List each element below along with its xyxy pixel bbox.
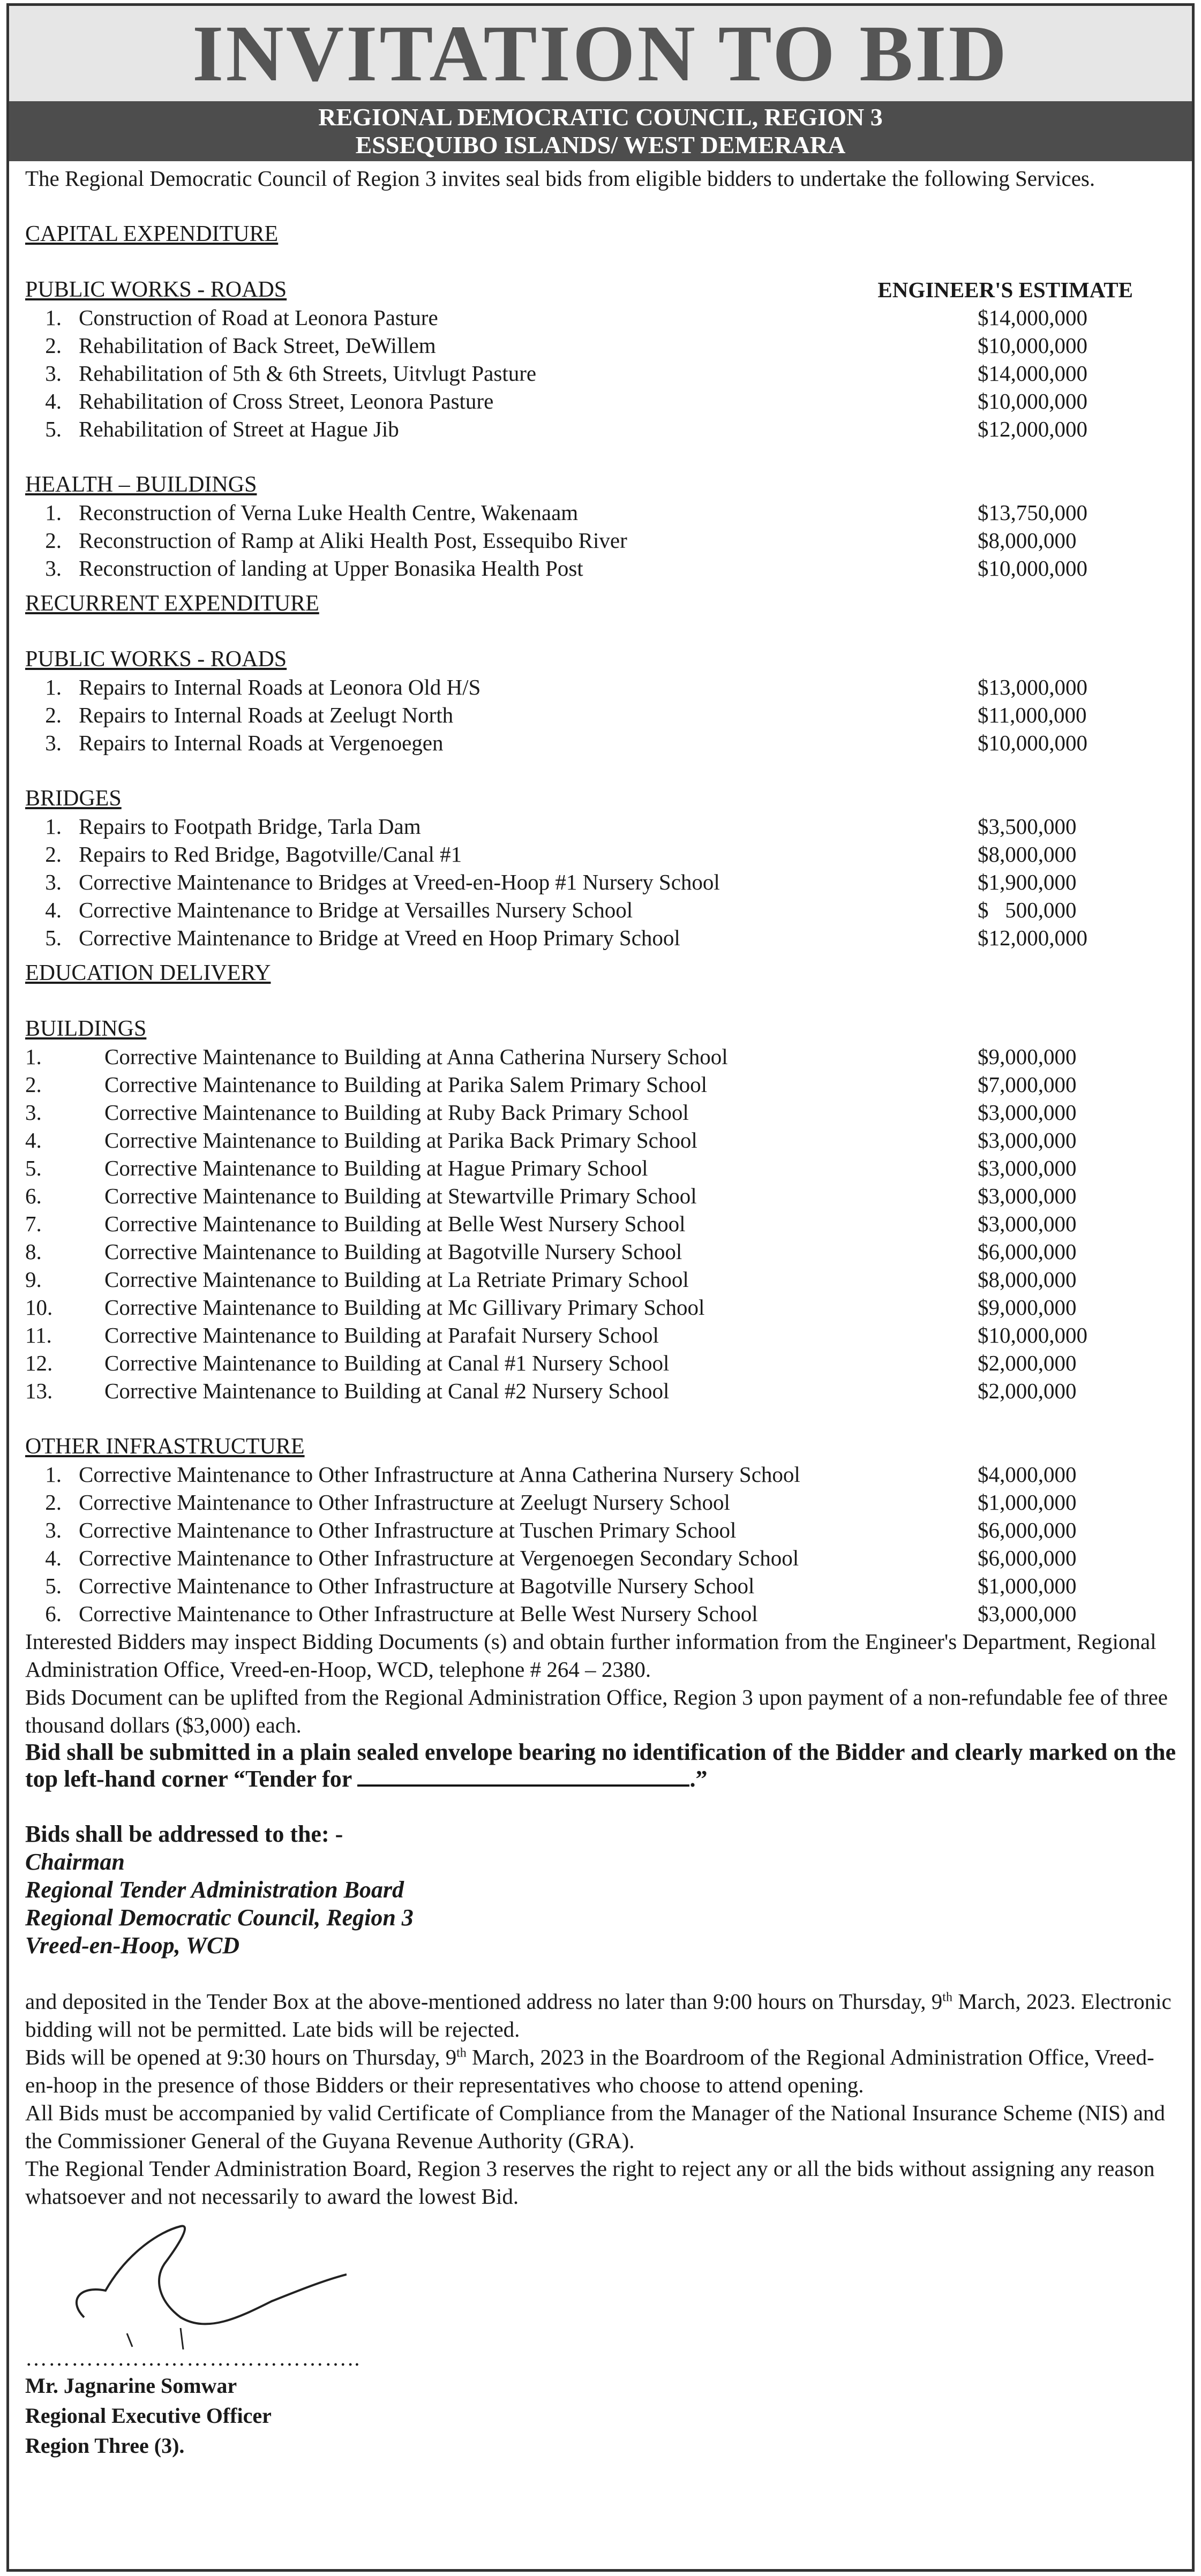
item-number: 1. [45,1462,62,1487]
recurrent-roads-heading: PUBLIC WORKS - ROADS [25,647,287,672]
item-description: Corrective Maintenance to Building at Canal #2 Nursery School [104,1379,670,1403]
opening-text: Bids will be opened at 9:30 hours on Thursday, 9 [25,2045,457,2069]
item-amount: $12,000,000 [978,417,1087,441]
opening-paragraph [25,2043,1176,2099]
item-amount: $ 500,000 [978,898,1077,922]
list-item [25,359,1176,387]
document-body [9,161,1192,2461]
item-description: Corrective Maintenance to Building at Bagotville Nursery School [104,1239,682,1264]
item-amount: $10,000,000 [978,389,1087,413]
uplift-paragraph: Bids Document can be uplifted from the Regional Administration Office, Region 3 upon payment of a non-refundable fee of three thousand dollars ($3,000) each. [25,1685,1168,1737]
list-item [25,1516,1176,1544]
list-item [25,868,1176,896]
item-amount: $14,000,000 [978,361,1087,386]
item-description: Corrective Maintenance to Building at Mc Gillivary Primary School [104,1295,705,1320]
item-description: Corrective Maintenance to Other Infrastructure at Bagotville Nursery School [79,1573,755,1598]
item-amount: $3,000,000 [978,1128,1077,1153]
deposit-paragraph [25,1987,1176,2043]
page-title: INVITATION TO BID [192,9,1009,98]
item-number: 5. [45,1573,62,1598]
list-item [25,1266,1176,1293]
title-band [9,6,1192,101]
list-item [25,304,1176,332]
item-amount: $11,000,000 [978,703,1087,727]
deposit-sup: th [942,1990,952,2005]
item-description: Rehabilitation of Street at Hague Jib [79,417,399,441]
item-number: 8. [25,1239,42,1264]
item-number: 5. [45,925,62,950]
item-description: Corrective Maintenance to Building at La Retriate Primary School [104,1267,689,1292]
item-description: Repairs to Internal Roads at Leonora Old H/S [79,675,481,699]
list-item [25,332,1176,359]
address-line-location: Vreed-en-Hoop, WCD [25,1932,240,1959]
item-amount: $14,000,000 [978,305,1087,330]
item-amount: $9,000,000 [978,1044,1077,1069]
item-number: 3. [45,730,62,755]
item-description: Corrective Maintenance to Building at Hague Primary School [104,1156,648,1180]
item-number: 3. [45,361,62,386]
list-item [25,1238,1176,1266]
signer-region: Region Three (3). [25,2434,185,2458]
item-description: Corrective Maintenance to Building at Parafait Nursery School [104,1323,659,1347]
health-buildings-list [25,499,1176,582]
item-number: 5. [45,417,62,441]
item-number: 2. [45,842,62,867]
item-number: 4. [45,389,62,413]
list-item [25,1600,1176,1628]
capital-roads-list [25,304,1176,443]
list-item [25,1098,1176,1126]
item-number: 12. [25,1351,53,1375]
compliance-paragraph: All Bids must be accompanied by valid Certificate of Compliance from the Manager of the National Insurance Scheme (NIS) and the Commissioner General of the Guyana Revenue Authority (GRA). [25,2100,1165,2153]
signer-name: Mr. Jagnarine Somwar [25,2374,237,2398]
list-item [25,1154,1176,1182]
address-line-board: Regional Tender Administration Board [25,1877,404,1903]
item-description: Corrective Maintenance to Other Infrastructure at Tuschen Primary School [79,1518,737,1542]
list-item [25,1071,1176,1098]
list-item [25,1182,1176,1210]
item-amount: $6,000,000 [978,1546,1077,1570]
item-amount: $13,000,000 [978,675,1087,699]
item-description: Corrective Maintenance to Building at Anna Catherina Nursery School [104,1044,728,1069]
list-item [25,1210,1176,1238]
item-number: 1. [45,305,62,330]
invitation-document [6,3,1195,2572]
item-description: Corrective Maintenance to Bridge at Vreed en Hoop Primary School [79,925,680,950]
item-number: 2. [25,1072,42,1097]
list-item [25,1488,1176,1516]
recurrent-expenditure-heading: RECURRENT EXPENDITURE [25,591,319,616]
recurrent-roads-list [25,673,1176,757]
list-item [25,673,1176,701]
inspect-paragraph: Interested Bidders may inspect Bidding Documents (s) and obtain further information from the Engineer's Department, Regional Administration Office, Vreed-en-Hoop, WCD, telephone # 264 – 2380. [25,1629,1157,1682]
intro-paragraph: The Regional Democratic Council of Region 3 invites seal bids from eligible bidders to undertake the following Services. [25,166,1095,191]
item-number: 2. [45,703,62,727]
item-description: Reconstruction of Ramp at Aliki Health Post, Essequibo River [79,528,627,553]
item-description: Corrective Maintenance to Other Infrastructure at Belle West Nursery School [79,1601,758,1626]
item-number: 7. [25,1211,42,1236]
item-description: Construction of Road at Leonora Pasture [79,305,438,330]
item-description: Rehabilitation of 5th & 6th Streets, Uitvlugt Pasture [79,361,537,386]
item-number: 1. [45,675,62,699]
item-number: 4. [45,898,62,922]
item-description: Corrective Maintenance to Building at Canal #1 Nursery School [104,1351,670,1375]
item-amount: $10,000,000 [978,556,1087,581]
council-line-1: REGIONAL DEMOCRATIC COUNCIL, REGION 3 [318,103,883,131]
item-amount: $3,000,000 [978,1184,1077,1208]
item-description: Repairs to Internal Roads at Vergenoegen [79,730,444,755]
other-infrastructure-heading: OTHER INFRASTRUCTURE [25,1434,305,1459]
item-amount: $7,000,000 [978,1072,1077,1097]
item-description: Corrective Maintenance to Other Infrastructure at Zeelugt Nursery School [79,1490,730,1515]
list-item [25,499,1176,526]
item-amount: $12,000,000 [978,925,1087,950]
submission-paragraph [25,1739,1176,1792]
list-item [25,1293,1176,1321]
item-description: Reconstruction of Verna Luke Health Centre, Wakenaam [79,500,579,525]
list-item [25,554,1176,582]
item-number: 3. [45,870,62,894]
address-intro: Bids shall be addressed to the: - [25,1821,343,1847]
signature-graphic [47,2210,347,2349]
item-description: Corrective Maintenance to Other Infrastructure at Vergenoegen Secondary School [79,1546,799,1570]
item-number: 6. [45,1601,62,1626]
tender-blank-line [357,1766,689,1787]
list-item [25,387,1176,415]
item-amount: $1,000,000 [978,1490,1077,1515]
item-amount: $13,750,000 [978,500,1087,525]
item-amount: $8,000,000 [978,1267,1077,1292]
item-number: 11. [25,1323,52,1347]
item-description: Corrective Maintenance to Building at Parika Back Primary School [104,1128,697,1153]
item-amount: $1,000,000 [978,1573,1077,1598]
item-amount: $6,000,000 [978,1518,1077,1542]
other-infrastructure-list [25,1460,1176,1628]
item-description: Reconstruction of landing at Upper Bonasika Health Post [79,556,583,581]
education-buildings-heading: BUILDINGS [25,1016,147,1041]
item-amount: $8,000,000 [978,528,1077,553]
item-amount: $4,000,000 [978,1462,1077,1487]
item-number: 4. [25,1128,42,1153]
bridges-heading: BRIDGES [25,786,122,811]
item-description: Corrective Maintenance to Building at Belle West Nursery School [104,1211,686,1236]
signer-role: Regional Executive Officer [25,2404,272,2428]
list-item [25,812,1176,840]
submission-text: Bid shall be submitted in a plain sealed envelope bearing no identification of the Bidder and clearly marked on the top left-hand corner “Tender for [25,1739,1176,1792]
bridges-list [25,812,1176,952]
item-amount: $8,000,000 [978,842,1077,867]
opening-sup: th [456,2046,467,2060]
list-item [25,1321,1176,1349]
item-number: 2. [45,1490,62,1515]
list-item [25,1377,1176,1405]
submission-end: .” [689,1766,708,1792]
council-banner [9,101,1192,161]
signature-dots: …………………………………….. [25,2346,361,2370]
list-item [25,415,1176,443]
item-number: 6. [25,1184,42,1208]
item-number: 5. [25,1156,42,1180]
council-line-2: ESSEQUIBO ISLANDS/ WEST DEMERARA [355,131,846,159]
list-item [25,729,1176,757]
item-amount: $10,000,000 [978,333,1087,358]
item-description: Rehabilitation of Back Street, DeWillem [79,333,436,358]
item-amount: $3,500,000 [978,814,1077,839]
item-description: Corrective Maintenance to Bridges at Vreed-en-Hoop #1 Nursery School [79,870,720,894]
list-item [25,1460,1176,1488]
item-amount: $10,000,000 [978,730,1087,755]
signature-area [25,2210,1176,2371]
item-amount: $3,000,000 [978,1601,1077,1626]
item-number: 1. [45,814,62,839]
list-item [25,1043,1176,1071]
item-description: Corrective Maintenance to Building at Parika Salem Primary School [104,1072,707,1097]
item-number: 1. [25,1044,42,1069]
item-amount: $2,000,000 [978,1351,1077,1375]
item-amount: $6,000,000 [978,1239,1077,1264]
item-amount: $9,000,000 [978,1295,1077,1320]
address-line-council: Regional Democratic Council, Region 3 [25,1904,414,1931]
address-line-chairman: Chairman [25,1849,125,1875]
capital-roads-heading: PUBLIC WORKS - ROADS [25,277,287,302]
capital-expenditure-heading: CAPITAL EXPENDITURE [25,222,279,246]
list-item [25,1544,1176,1572]
capital-roads-header [25,276,1176,304]
list-item [25,526,1176,554]
list-item [25,701,1176,729]
list-item [25,1349,1176,1377]
item-number: 10. [25,1295,53,1320]
item-description: Rehabilitation of Cross Street, Leonora Pasture [79,389,494,413]
item-amount: $10,000,000 [978,1323,1087,1347]
item-description: Corrective Maintenance to Building at Ruby Back Primary School [104,1100,689,1125]
item-amount: $1,900,000 [978,870,1077,894]
list-item [25,896,1176,924]
item-number: 3. [45,556,62,581]
item-description: Corrective Maintenance to Building at Stewartville Primary School [104,1184,697,1208]
item-description: Repairs to Footpath Bridge, Tarla Dam [79,814,421,839]
item-number: 3. [45,1518,62,1542]
list-item [25,840,1176,868]
item-amount: $3,000,000 [978,1211,1077,1236]
item-amount: $3,000,000 [978,1156,1077,1180]
item-description: Corrective Maintenance to Other Infrastructure at Anna Catherina Nursery School [79,1462,800,1487]
opening-text-rest: March, 2023 in the Boardroom of the Regional Administration Office, Vreed-en-hoop in the presence of those Bidders or their representatives who choose to attend opening. [25,2045,1154,2097]
reserve-paragraph: The Regional Tender Administration Board, Region 3 reserves the right to reject any or all the bids without assigning any reason whatsoever and not necessarily to award the lowest Bid. [25,2156,1155,2209]
item-amount: $2,000,000 [978,1379,1077,1403]
item-amount: $3,000,000 [978,1100,1077,1125]
item-description: Corrective Maintenance to Bridge at Versailles Nursery School [79,898,633,922]
education-delivery-heading: EDUCATION DELIVERY [25,961,271,985]
item-number: 1. [45,500,62,525]
list-item [25,924,1176,952]
item-number: 2. [45,333,62,358]
list-item [25,1126,1176,1154]
list-item [25,1572,1176,1600]
item-number: 13. [25,1379,53,1403]
item-number: 3. [25,1100,42,1125]
item-number: 9. [25,1267,42,1292]
deposit-text: and deposited in the Tender Box at the above-mentioned address no later than 9:00 hours on Thursday, 9 [25,1989,943,2014]
health-buildings-heading: HEALTH – BUILDINGS [25,472,257,497]
deposit-text-rest: March, 2023. Electronic bidding will not be permitted. Late bids will be rejected. [25,1989,1172,2042]
item-description: Repairs to Internal Roads at Zeelugt North [79,703,454,727]
item-description: Repairs to Red Bridge, Bagotville/Canal #1 [79,842,462,867]
item-number: 4. [45,1546,62,1570]
education-buildings-list [25,1043,1176,1405]
engineers-estimate-header: ENGINEER'S ESTIMATE [877,277,1133,302]
item-number: 2. [45,528,62,553]
